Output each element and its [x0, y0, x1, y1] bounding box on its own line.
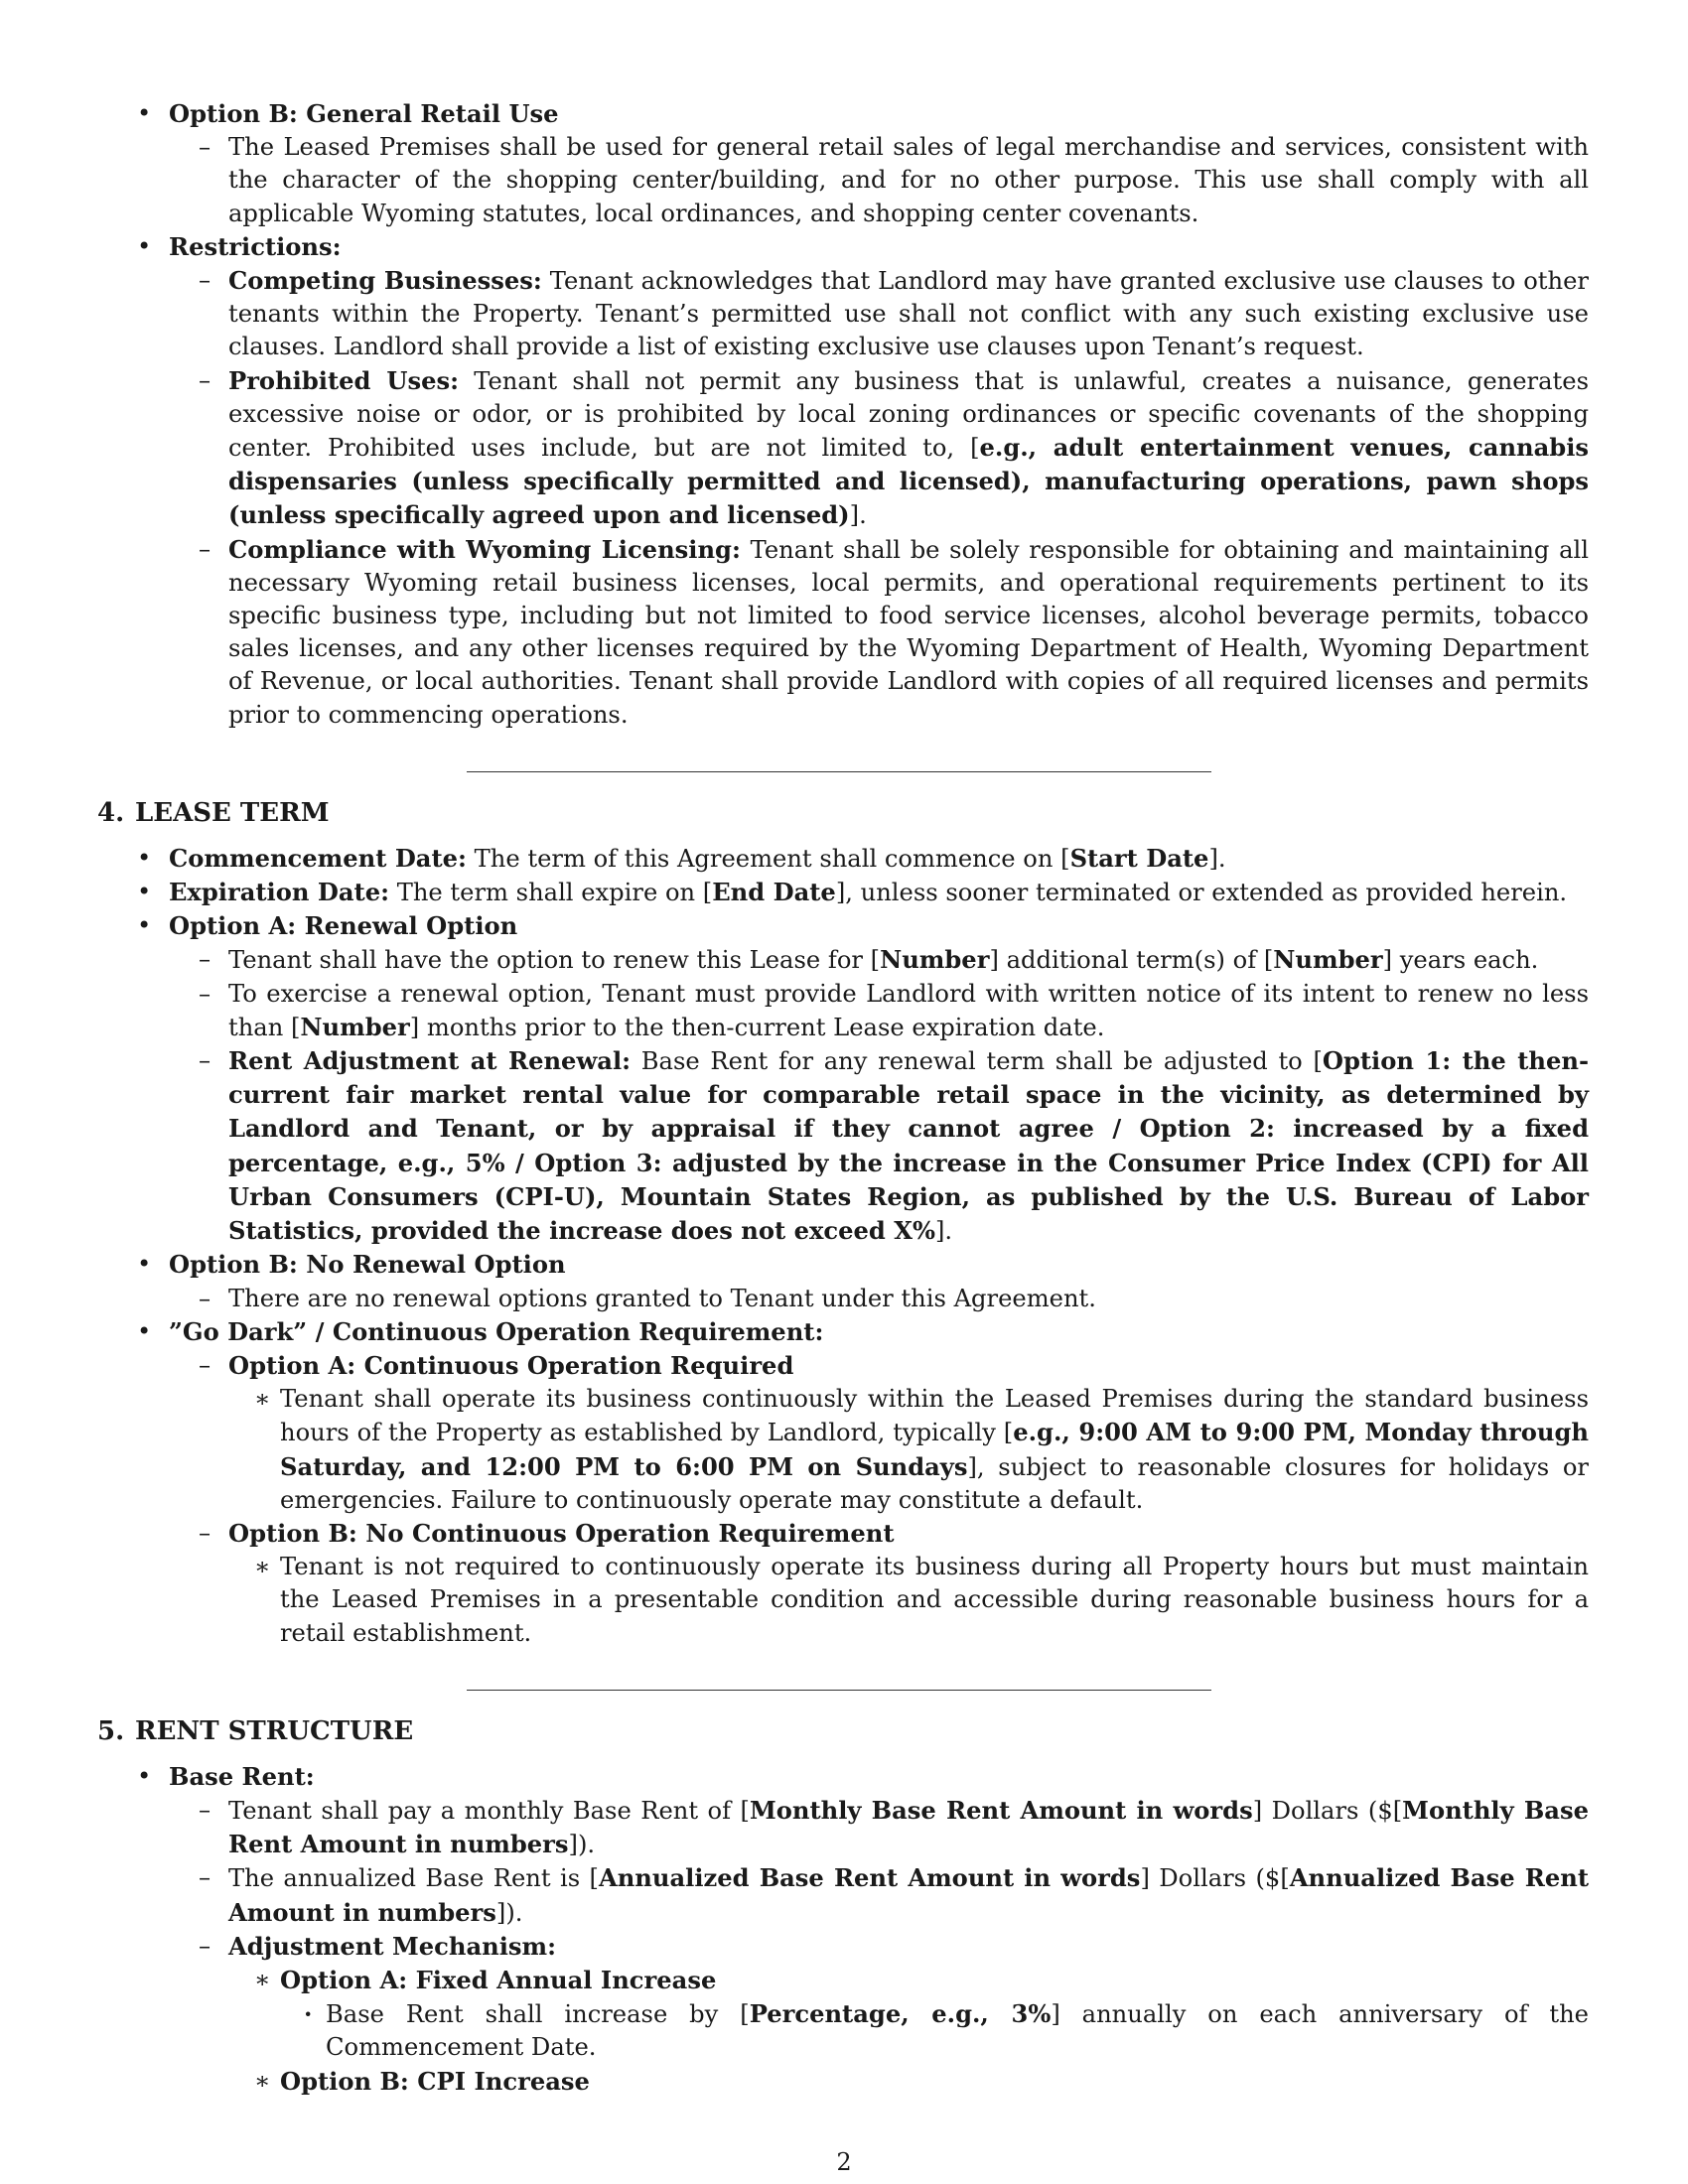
adjustment-mechanism: – Adjustment Mechanism: ∗ Option A: Fixed Annual Increase · Base Rent shall increase by [Percentage, e.g., 3%] annually on each anniversary of the Commencement Date. ∗ Option B: CPI Increase	[169, 1930, 1589, 2099]
annual-base-rent: – The annualized Base Rent is [Annualized Base Rent Amount in words] Dollars ($[Annualized Base Rent Amount in numbers]).	[169, 1861, 1589, 1929]
base-rent: • Base Rent: – Tenant shall pay a monthly Base Rent of [Monthly Base Rent Amount in words] Dollars ($[Monthly Base Rent Amount in numbers]). – The annualized Base Rent is [Annualized Base Rent Amount in words] Dollars ($[Annualized Base Rent Amount in numbers]). – Adjustment Mechanism: ∗ Option A: Fixed Annual Increase · Base Rent shall increase by [Percentage, e.g., 3%] annually on each anniversary of the Commencement Date. ∗ Option B: CPI Increase	[97, 1760, 1589, 2099]
cpi-increase: ∗ Option B: CPI Increase	[228, 2065, 1589, 2099]
rent-structure-heading: 5. RENT STRUCTURE	[97, 1715, 414, 1746]
no-renewal-text: – There are no renewal options granted to Tenant under this Agreement.	[169, 1283, 1589, 1315]
option-b-title: Option B: General Retail Use	[169, 99, 559, 128]
expiration-date: • Expiration Date: The term shall expire on [End Date], unless sooner terminated or extended as provided herein.	[97, 876, 1589, 909]
renewal-notice: – To exercise a renewal option, Tenant must provide Landlord with written notice of its intent to renew no less than [Number] months prior to the then-current Lease expiration date.	[169, 978, 1589, 1044]
rent-structure-section	[97, 1714, 1589, 2099]
renewal-option-b: • Option B: No Renewal Option – There are no renewal options granted to Tenant under this Agreement.	[97, 1248, 1589, 1314]
rent-adjustment-renewal: – Rent Adjustment at Renewal: Base Rent for any renewal term shall be adjusted to [Option 1: the then-current fair market rental value for comparable retail space in the vicinity, as determined by Landlord and Tenant, or by appraisal if they cannot agree / Option 2: increased by a fixed percentage, e.g., 5% / Option 3: adjusted by the increase in the Consumer Price Index (CPI) for All Urban Consumers (CPI-U), Mountain States Region, as published by the U.S. Bureau of Labor Statistics, provided the increase does not exceed X%].	[169, 1044, 1589, 1248]
lease-term-section	[97, 796, 1589, 1650]
continuous-option-a-text: ∗ Tenant shall operate its business continuously within the Leased Premises during the standard business hours of the Property as established by Landlord, typically [e.g., 9:00 AM to 9:00 PM, Monday through Saturday, and 12:00 PM to 6:00 PM on Sundays], subject to reasonable closures for holidays or emergencies. Failure to continuously operate may constitute a default.	[228, 1383, 1589, 1517]
document-page	[97, 97, 1589, 2099]
restrictions-title: Restrictions:	[169, 231, 342, 261]
section-divider	[467, 1690, 1211, 1691]
renewal-terms: – Tenant shall have the option to renew this Lease for [Number] additional term(s) of [Number] years each.	[169, 943, 1589, 977]
commencement-date: • Commencement Date: The term of this Agreement shall commence on [Start Date].	[97, 842, 1589, 876]
page-number: 2	[836, 2148, 852, 2176]
continuous-option-b: – Option B: No Continuous Operation Requirement ∗ Tenant is not required to continuously operate its business during all Property hours but must maintain the Leased Premises in a presentable condition and accessible during reasonable business hours for a retail establishment.	[169, 1517, 1589, 1650]
continuous-option-b-text: ∗ Tenant is not required to continuously operate its business during all Property hours but must maintain the Leased Premises in a presentable condition and accessible during reasonable business hours for a retail establishment.	[228, 1551, 1589, 1650]
monthly-base-rent: – Tenant shall pay a monthly Base Rent of [Monthly Base Rent Amount in words] Dollars ($[Monthly Base Rent Amount in numbers]).	[169, 1794, 1589, 1861]
wyoming-licensing: – Compliance with Wyoming Licensing: Tenant shall be solely responsible for obtaining and maintaining all necessary Wyoming retail business licenses, local permits, and operational requirements pertinent to its specific business type, including but not limited to food service licenses, alcohol beverage permits, tobacco sales licenses, and any other licenses required by the Wyoming Department of Health, Wyoming Department of Revenue, or local authorities. Tenant shall provide Landlord with copies of all required licenses and permits prior to commencing operations.	[169, 533, 1589, 732]
restrictions	[97, 230, 1589, 732]
fixed-annual-increase: ∗ Option A: Fixed Annual Increase · Base Rent shall increase by [Percentage, e.g., 3%] annually on each anniversary of the Commencement Date.	[228, 1964, 1589, 2065]
option-b-text: – The Leased Premises shall be used for general retail sales of legal merchandise and services, consistent with the character of the shopping center/building, and for no other purpose. This use shall comply with all applicable Wyoming statutes, local ordinances, and shopping center covenants.	[169, 131, 1589, 230]
continuous-option-a: – Option A: Continuous Operation Required ∗ Tenant shall operate its business continuously within the Leased Premises during the standard business hours of the Property as established by Landlord, typically [e.g., 9:00 AM to 9:00 PM, Monday through Saturday, and 12:00 PM to 6:00 PM on Sundays], subject to reasonable closures for holidays or emergencies. Failure to continuously operate may constitute a default.	[169, 1349, 1589, 1517]
fixed-increase-text: · Base Rent shall increase by [Percentage, e.g., 3%] annually on each anniversary of the Commencement Date.	[280, 1997, 1589, 2064]
competing-businesses: – Competing Businesses: Tenant acknowledges that Landlord may have granted exclusive use clauses to other tenants within the Property. Tenant’s permitted use shall not conflict with any such existing exclusive use clauses. Landlord shall provide a list of existing exclusive use clauses upon Tenant’s request.	[169, 264, 1589, 364]
go-dark-requirement: • ”Go Dark” / Continuous Operation Requirement: – Option A: Continuous Operation Required ∗ Tenant shall operate its business continuously within the Leased Premises during the standard business hours of the Property as established by Landlord, typically [e.g., 9:00 AM to 9:00 PM, Monday through Saturday, and 12:00 PM to 6:00 PM on Sundays], subject to reasonable closures for holidays or emergencies. Failure to continuously operate may constitute a default. – Option B: No Continuous Operation Requirement ∗ Tenant is not required to continuously operate its business during all Property hours but must maintain the Leased Premises in a presentable condition and accessible during reasonable business hours for a retail establishment.	[97, 1315, 1589, 1650]
option-b-general-retail	[97, 97, 1589, 230]
use-list	[97, 97, 1589, 732]
renewal-option-a: • Option A: Renewal Option – Tenant shall have the option to renew this Lease for [Number] additional term(s) of [Number] years each. – To exercise a renewal option, Tenant must provide Landlord with written notice of its intent to renew no less than [Number] months prior to the then-current Lease expiration date. – Rent Adjustment at Renewal: Base Rent for any renewal term shall be adjusted to [Option 1: the then-current fair market rental value for comparable retail space in the vicinity, as determined by Landlord and Tenant, or by appraisal if they cannot agree / Option 2: increased by a fixed percentage, e.g., 5% / Option 3: adjusted by the increase in the Consumer Price Index (CPI) for All Urban Consumers (CPI-U), Mountain States Region, as published by the U.S. Bureau of Labor Statistics, provided the increase does not exceed X%].	[97, 909, 1589, 1248]
section-divider	[467, 771, 1211, 772]
prohibited-uses: – Prohibited Uses: Tenant shall not permit any business that is unlawful, creates a nuisance, generates excessive noise or odor, or is prohibited by local zoning ordinances or specific covenants of the shopping center. Prohibited uses include, but are not limited to, [e.g., adult entertainment venues, cannabis dispensaries (unless specifically permitted and licensed), manufacturing operations, pawn shops (unless specifically agreed upon and licensed)].	[169, 364, 1589, 533]
lease-term-heading: 4. LEASE TERM	[97, 797, 330, 828]
